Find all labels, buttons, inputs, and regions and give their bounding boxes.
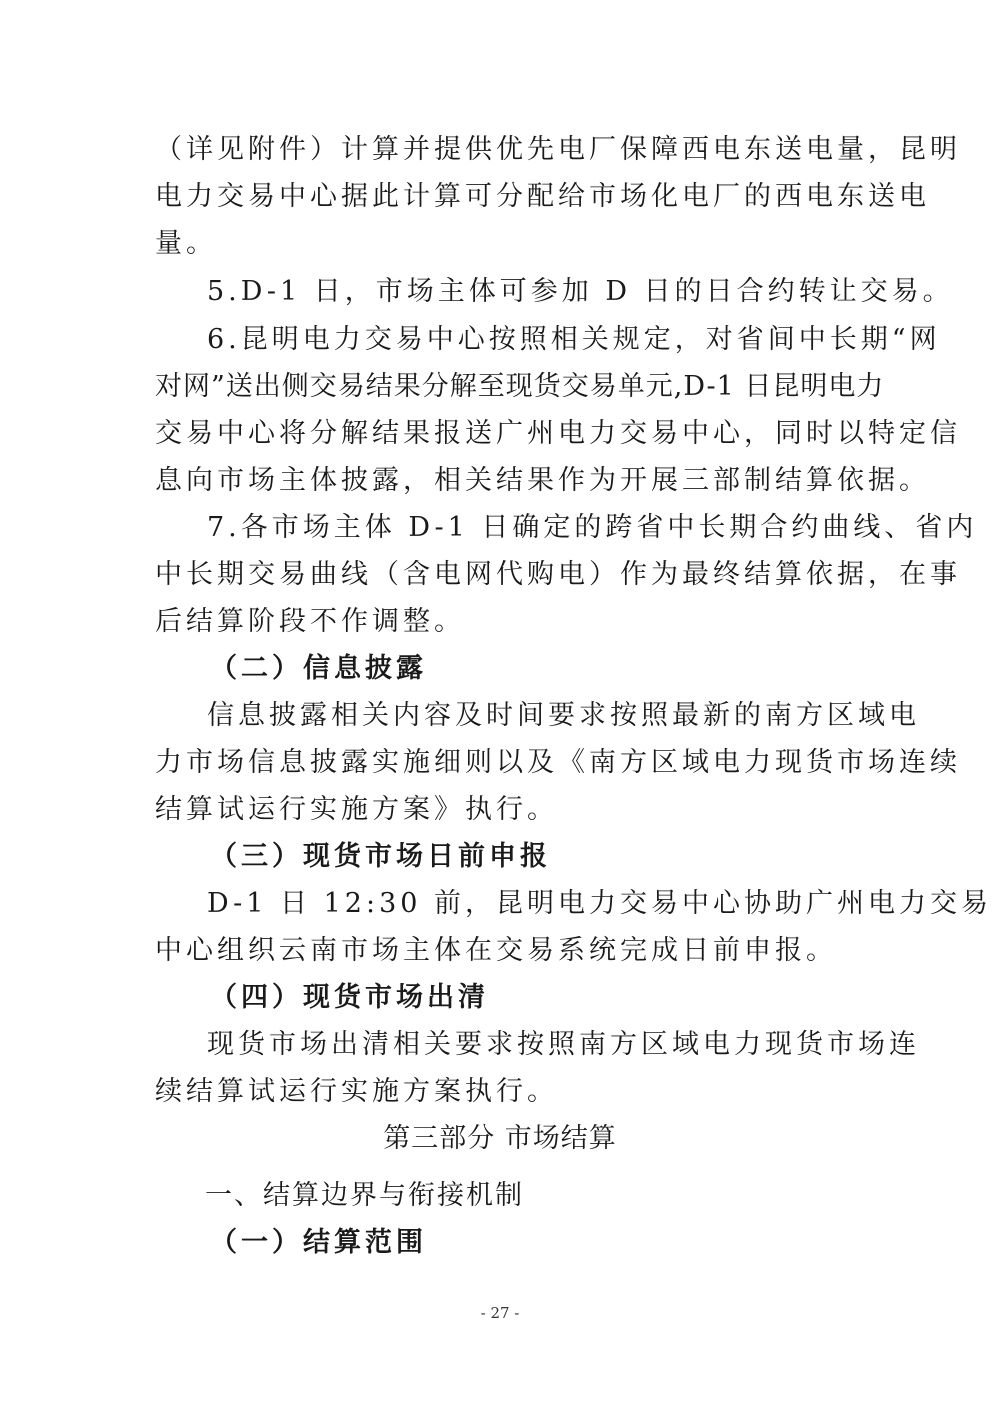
body-line: 力市场信息披露实施细则以及《南方区域电力现货市场连续 [155,747,961,778]
body-line: （详见附件）计算并提供优先电厂保障西电东送电量，昆明 [155,134,961,165]
sub-heading-scope: （一）结算范围 [210,1227,427,1258]
body-line: 中长期交易曲线（含电网代购电）作为最终结算依据，在事 [155,559,961,590]
body-line: 息向市场主体披露，相关结果作为开展三部制结算依据。 [155,465,930,496]
body-line: 结算试运行实施方案》执行。 [155,794,558,825]
body-line: 后结算阶段不作调整。 [155,606,465,637]
body-line: 信息披露相关内容及时间要求按照最新的南方区域电 [207,700,920,731]
body-line: 续结算试运行实施方案执行。 [155,1076,558,1107]
body-line: 对网”送出侧交易结果分解至现货交易单元,D-1 日昆明电力 [155,371,885,402]
body-line: 7.各市场主体 D-1 日确定的跨省中长期合约曲线、省内 [207,512,978,543]
body-line: D-1 日 12:30 前，昆明电力交易中心协助广州电力交易 [207,888,993,919]
part-heading: 第三部分 市场结算 [383,1123,617,1154]
body-line: 电力交易中心据此计算可分配给市场化电厂的西电东送电 [155,181,930,212]
body-line: 5.D-1 日，市场主体可参加 D 日的日合约转让交易。 [207,276,954,307]
body-line: 中心组织云南市场主体在交易系统完成日前申报。 [155,935,837,966]
body-line: 现货市场出清相关要求按照南方区域电力现货市场连 [207,1029,920,1060]
body-line: 6.昆明电力交易中心按照相关规定，对省间中长期“网 [207,324,941,355]
body-line: 量。 [155,228,217,259]
heading-clearing: （四）现货市场出清 [210,982,489,1013]
heading-info-disclosure: （二）信息披露 [210,653,427,684]
body-line: 交易中心将分解结果报送广州电力交易中心，同时以特定信 [155,418,961,449]
page-number: - 27 - [480,1304,520,1322]
section-heading: 一、结算边界与衔接机制 [205,1180,524,1211]
heading-day-ahead: （三）现货市场日前申报 [210,841,551,872]
